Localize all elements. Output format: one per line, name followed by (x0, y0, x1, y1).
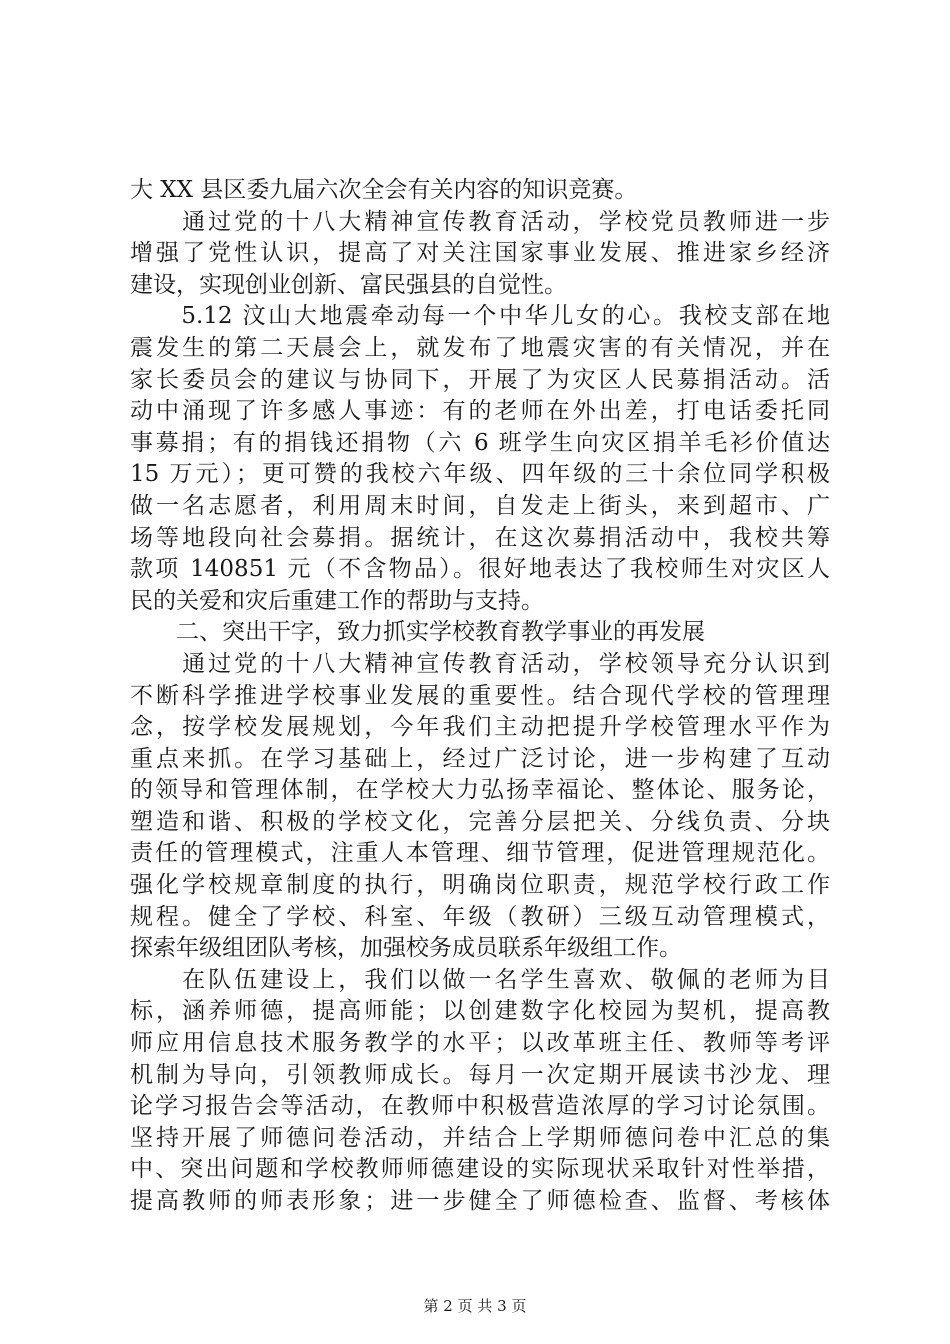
text-line: 师应用信息技术服务教学的水平；以改革班主任、教师等考评 (130, 1030, 830, 1057)
text-line: 动中涌现了许多感人事迹：有的老师在外出差，打电话委托同 (130, 398, 830, 425)
text-line: 通过党的十八大精神宣传教育活动，学校领导充分认识到 (130, 650, 830, 677)
text-line: 做一名志愿者，利用周末时间，自发走上街头，来到超市、广 (130, 492, 830, 519)
text-line: 大 XX 县区委九届六次全会有关内容的知识竞赛。 (130, 177, 638, 203)
text-line: 机制为导向，引领教师成长。每月一次定期开展读书沙龙、理 (130, 1061, 830, 1088)
text-line: 家长委员会的建议与协同下，开展了为灾区人民募捐活动。活 (130, 366, 830, 393)
text-line: 重点来抓。在学习基础上，经过广泛讨论，进一步构建了互动 (130, 745, 830, 772)
text-line: 建设，实现创业创新、富民强县的自觉性。 (130, 271, 567, 298)
text-line: 二、突出干字，致力抓实学校教育教学事业的再发展 (130, 619, 705, 646)
text-line: 款项 140851 元（不含物品）。很好地表达了我校师生对灾区人 (130, 556, 830, 583)
text-line: 15 万元）；更可赞的我校六年级、四年级的三十余位同学积极 (130, 461, 830, 488)
text-line: 念，按学校发展规划，今年我们主动把提升学校管理水平作为 (130, 714, 830, 741)
text-line: 不断科学推进学校事业发展的重要性。结合现代学校的管理理 (130, 682, 830, 709)
text-line: 强化学校规章制度的执行，明确岗位职责，规范学校行政工作 (130, 872, 830, 899)
text-line: 增强了党性认识，提高了对关注国家事业发展、推进家乡经济 (130, 240, 830, 267)
text-line: 通过党的十八大精神宣传教育活动，学校党员教师进一步 (130, 208, 830, 235)
document-body (130, 175, 830, 1218)
text-line: 标，涵养师德，提高师能；以创建数字化校园为契机，提高教 (130, 998, 830, 1025)
text-line: 坚持开展了师德问卷活动，并结合上学期师德问卷中汇总的集 (130, 1124, 830, 1151)
text-line: 提高教师的师表形象；进一步健全了师德检查、监督、考核体 (130, 1188, 830, 1214)
text-line: 塑造和谐、积极的学校文化，完善分层把关、分线负责、分块 (130, 808, 830, 835)
text-line: 的领导和管理体制，在学校大力弘扬幸福论、整体论、服务论， (130, 777, 830, 804)
text-line: 场等地段向社会募捐。据统计，在这次募捐活动中，我校共筹 (130, 524, 830, 551)
text-line: 5.12 汶山大地震牵动每一个中华儿女的心。我校支部在地 (130, 303, 830, 330)
text-line: 事募捐；有的捐钱还捐物（六 6 班学生向灾区捐羊毛衫价值达 (130, 429, 830, 456)
text-line: 探索年级组团队考核，加强校务成员联系年级组工作。 (130, 935, 682, 962)
text-line: 责任的管理模式，注重人本管理、细节管理，促进管理规范化。 (130, 840, 830, 867)
text-line: 中、突出问题和学校教师师德建设的实际现状采取针对性举措， (130, 1156, 830, 1183)
text-line: 规程。健全了学校、科室、年级（教研）三级互动管理模式， (130, 903, 830, 930)
text-line: 民的关爱和灾后重建工作的帮助与支持。 (130, 587, 544, 614)
text-line: 论学习报告会等活动，在教师中积极营造浓厚的学习讨论氛围。 (130, 1093, 830, 1120)
page-footer: 第 2 页 共 3 页 (423, 1297, 527, 1315)
text-line: 震发生的第二天晨会上，就发布了地震灾害的有关情况，并在 (130, 334, 830, 361)
text-line: 在队伍建设上，我们以做一名学生喜欢、敬佩的老师为目 (130, 966, 830, 993)
